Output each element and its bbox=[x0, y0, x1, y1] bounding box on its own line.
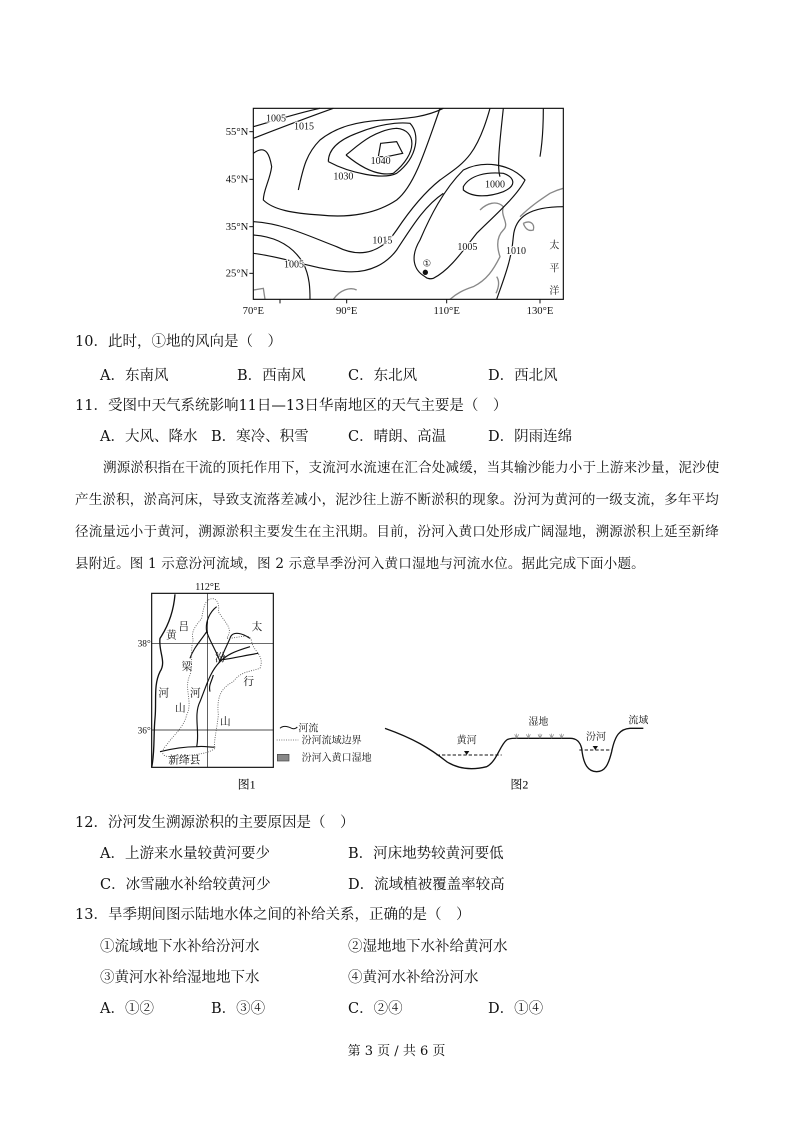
q13-statement-4: ④黄河水补给汾河水 bbox=[348, 970, 479, 986]
lat-label: 45°N bbox=[225, 174, 249, 186]
legend-boundary: 汾河流域边界 bbox=[301, 735, 362, 747]
place-label: 黄 bbox=[166, 630, 177, 642]
yellow-river bbox=[152, 594, 175, 767]
place-label: 吕 bbox=[178, 622, 190, 633]
fig2-label-basin: 流域 bbox=[628, 715, 649, 727]
fig2-label-fen-river: 汾河 bbox=[586, 732, 606, 743]
q11-option-b[interactable]: B．寒冷、积雪 bbox=[211, 429, 309, 445]
ocean-label: 平 bbox=[549, 263, 560, 275]
q10-option-d[interactable]: D．西北风 bbox=[488, 368, 558, 384]
place-label: 行 bbox=[243, 677, 255, 688]
lat-label: 35°N bbox=[225, 222, 249, 233]
ocean-label: 太 bbox=[549, 240, 560, 252]
q11-option-c[interactable]: C．晴朗、高温 bbox=[348, 429, 447, 445]
q13-option-c[interactable]: C．②④ bbox=[348, 1001, 403, 1017]
place-label: 河 bbox=[190, 688, 201, 700]
water-level-marker-icon bbox=[593, 746, 598, 750]
question-10: 10．此时，①地的风向是（ ） bbox=[75, 334, 282, 350]
isobar-label: 1000 bbox=[485, 179, 505, 191]
figures bbox=[137, 575, 660, 795]
lon-label: 70°E bbox=[242, 306, 265, 317]
q13-option-d[interactable]: D．①④ bbox=[488, 1001, 544, 1017]
isobar-label: 1005 bbox=[284, 259, 304, 271]
isobars bbox=[253, 108, 563, 299]
water-level-marker-icon bbox=[464, 751, 469, 755]
place-label: 汾 bbox=[215, 653, 226, 664]
isobar-label: 1010 bbox=[506, 246, 526, 257]
isobar-label: 1015 bbox=[372, 235, 393, 247]
question-11: 11．受图中天气系统影响11日—13日华南地区的天气主要是（ ） bbox=[75, 398, 508, 414]
q12-option-c[interactable]: C．冰雪融水补给较黄河少 bbox=[100, 877, 271, 893]
fig1-lat-label: 38° bbox=[137, 639, 151, 650]
fig2-caption: 图2 bbox=[510, 777, 529, 792]
place-label: 梁 bbox=[181, 662, 193, 673]
point-1-label: ① bbox=[422, 259, 432, 270]
isobar-label: 1040 bbox=[370, 156, 391, 167]
fig1-lon-label: 112°E bbox=[195, 582, 221, 593]
fig1-caption: 图1 bbox=[237, 777, 256, 792]
fig1-legend bbox=[277, 722, 372, 764]
q11-option-a[interactable]: A．大风、降水 bbox=[100, 429, 198, 445]
ocean-label: 洋 bbox=[549, 286, 560, 297]
river-legend-icon bbox=[280, 726, 297, 728]
place-label: 新绛县 bbox=[168, 755, 201, 767]
fig2-label-yellow-river: 黄河 bbox=[456, 735, 477, 747]
q12-option-d[interactable]: D．流域植被覆盖率较高 bbox=[348, 877, 505, 893]
question-12: 12．汾河发生溯源淤积的主要原因是（ ） bbox=[75, 815, 355, 831]
q13-option-a[interactable]: A．①② bbox=[100, 1001, 154, 1017]
fig1-lat-label: 36° bbox=[137, 726, 151, 737]
isobar-label: 1015 bbox=[294, 121, 314, 133]
fig2-label-wetland: 湿地 bbox=[528, 717, 549, 728]
isobar-map bbox=[210, 90, 570, 320]
place-label: 河 bbox=[158, 688, 170, 700]
lat-label: 25°N bbox=[225, 268, 249, 280]
q10-option-b[interactable]: B．西南风 bbox=[237, 368, 306, 384]
lon-label: 110°E bbox=[433, 306, 460, 317]
question-13: 13．旱季期间图示陆地水体之间的补给关系，正确的是（ ） bbox=[75, 907, 471, 923]
place-label: 太 bbox=[251, 622, 263, 633]
q13-statement-1: ①流域地下水补给汾河水 bbox=[100, 939, 260, 955]
isobar-label: 1030 bbox=[333, 171, 354, 183]
q10-option-a[interactable]: A．东南风 bbox=[100, 368, 169, 384]
wetland-vegetation-icon bbox=[515, 734, 564, 739]
q12-option-b[interactable]: B．河床地势较黄河要低 bbox=[348, 846, 504, 862]
map-frame bbox=[253, 108, 563, 299]
q13-statement-2: ②湿地地下水补给黄河水 bbox=[348, 939, 508, 955]
q12-option-a[interactable]: A．上游来水量较黄河要少 bbox=[100, 846, 270, 862]
legend-river: 河流 bbox=[298, 723, 319, 735]
q11-option-d[interactable]: D．阴雨连绵 bbox=[488, 429, 573, 445]
coastline bbox=[253, 188, 563, 299]
legend-wetland: 汾河入黄口湿地 bbox=[301, 753, 372, 764]
isobar-label: 1005 bbox=[457, 242, 478, 253]
isobar-label: 1005 bbox=[266, 113, 286, 125]
place-label: 山 bbox=[175, 703, 186, 715]
reading-passage: 溯源淤积指在干流的顶托作用下，支流河水流速在汇合处减缓，当其输沙能力小于上游来沙量，泥沙使产生淤积，淤高河床，导致支流落差减小，泥沙往上游不断淤积的现象。汾河为黄河的一级支流，多年平均径流量远小于黄河，溯源淤积主要发生在主汛期。目前，汾河入黄口处形成广阔湿地，溯源淤积上延至新绛县附近。图 1 示意汾河流域，图 2 示意旱季汾河入黄口湿地与河流水位。据此完成下面小题。 bbox=[75, 460, 720, 572]
q13-option-b[interactable]: B．③④ bbox=[211, 1001, 266, 1017]
place-label: 山 bbox=[220, 717, 231, 728]
q13-statement-3: ③黄河水补给湿地地下水 bbox=[100, 970, 260, 986]
lat-label: 55°N bbox=[225, 127, 249, 138]
page-number: 第 3 页 / 共 6 页 bbox=[347, 1044, 446, 1059]
lon-label: 130°E bbox=[526, 306, 554, 317]
wetland-legend-icon bbox=[277, 754, 289, 761]
q10-option-c[interactable]: C．东北风 bbox=[348, 368, 418, 384]
point-1-marker bbox=[423, 270, 428, 275]
lon-label: 90°E bbox=[335, 306, 358, 317]
